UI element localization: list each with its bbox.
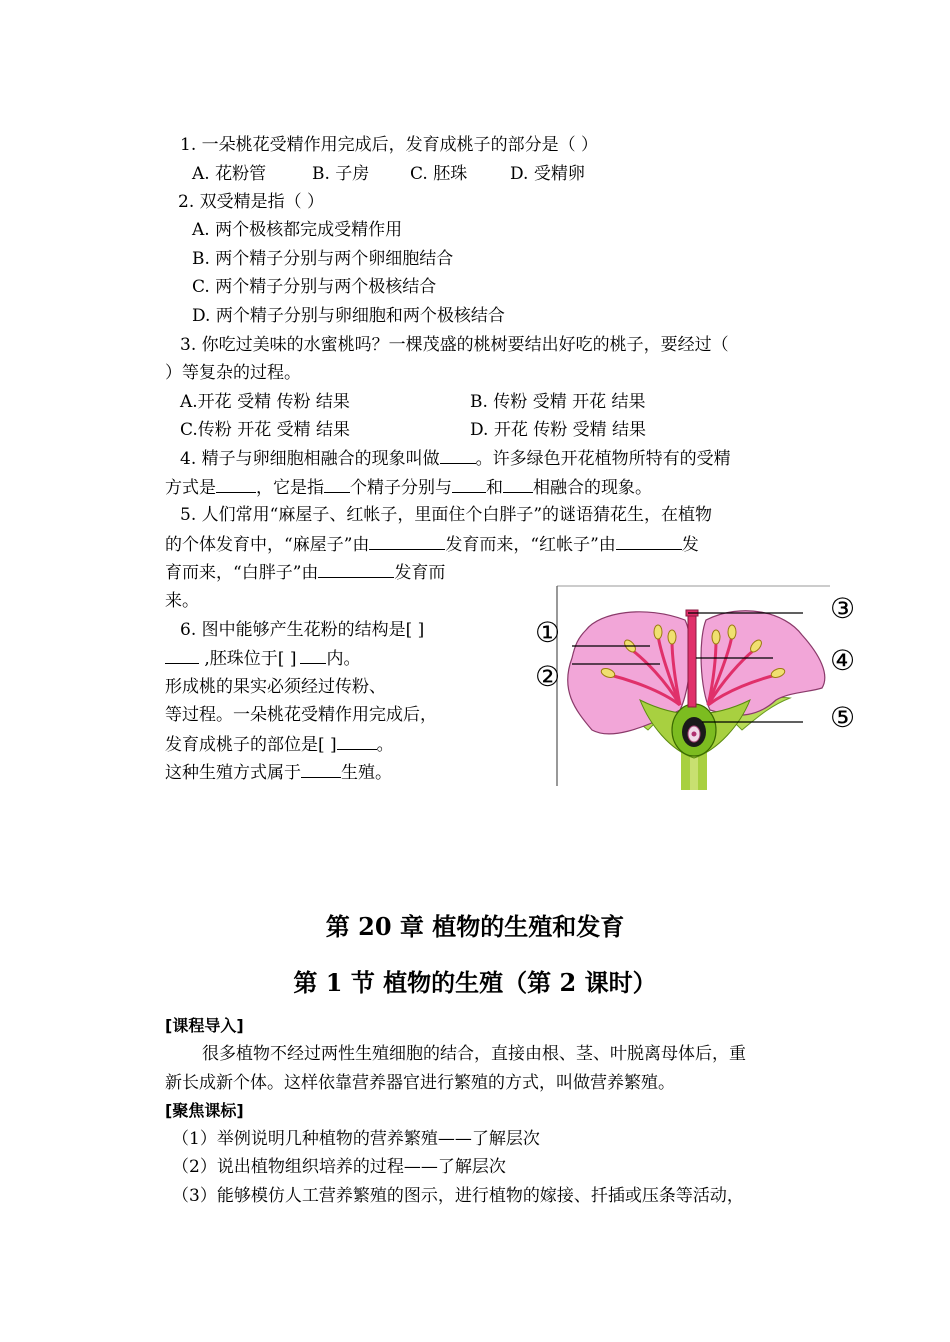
intro-heading: [课程导入] [165,1016,244,1035]
q4-text-4: ，它是指 [256,478,324,498]
q5-line4: 来。 [165,591,199,611]
q5-blank-2[interactable] [616,533,682,550]
figure-label-2: ② [535,660,561,693]
q5-blank-3[interactable] [318,561,394,578]
q2-stem: 2. 双受精是指（ ） [178,192,325,212]
q4-line2 [165,476,652,499]
q3-option-d: D. 开花 传粉 受精 结果 [470,420,647,440]
q4-blank-1[interactable] [440,447,476,464]
figure-label-1: ① [535,616,561,649]
q4-text-3: 方式是 [165,478,216,498]
q6-line4: 等过程。一朵桃花受精作用完成后， [165,705,437,725]
q3-stem-line1: 3. 你吃过美味的水蜜桃吗？一棵茂盛的桃树要结出好吃的桃子，要经过（ [180,335,729,355]
q5-line3 [165,561,445,584]
q2-option-d: D. 两个精子分别与卵细胞和两个极核结合 [192,306,505,326]
q3-option-b: B. 传粉 受精 开花 结果 [470,392,646,412]
focus-item-2: （2）说出植物组织培养的过程——了解层次 [172,1157,506,1177]
q5-text-5: 育而来，“白胖子”由 [165,563,319,583]
q6-line1: 6. 图中能够产生花粉的结构是[ ] [180,620,425,640]
q5-line1: 5. 人们常用“麻屋子、红帐子，里面住个白胖子”的谜语猜花生，在植物 [180,505,713,525]
q5-text-2: 的个体发育中，“麻屋子”由 [165,535,370,555]
q5-blank-1[interactable] [369,533,445,550]
intro-line1: 很多植物不经过两性生殖细胞的结合，直接由根、茎、叶脱离母体后，重 [202,1044,746,1064]
q1-stem: 1. 一朵桃花受精作用完成后，发育成桃子的部分是（ ） [180,135,599,155]
q3-option-c: C.传粉 开花 受精 结果 [180,420,351,440]
q6-blank-1[interactable] [165,647,199,664]
q2-option-c: C. 两个精子分别与两个极核结合 [192,277,437,297]
chapter-title: 第 20 章 植物的生殖和发育 [325,912,625,941]
q1-option-b: B. 子房 [312,164,370,184]
q4-blank-2[interactable] [216,476,256,493]
q6-text-6b: 生殖。 [341,763,392,783]
q1-option-c: C. 胚珠 [410,164,468,184]
q4-line1 [180,447,731,470]
q6-line5 [165,733,394,756]
section-title: 第 1 节 植物的生殖（第 2 课时） [293,968,657,997]
q5-text-6: 发育而 [394,563,446,583]
q6-line6 [165,761,392,784]
q4-blank-5[interactable] [503,476,533,493]
q6-text-2a: ,胚珠位于[ ] [199,649,297,669]
q6-text-2b: 内。 [326,649,361,669]
q3-option-a: A.开花 受精 传粉 结果 [180,392,350,412]
flower-diagram [520,580,880,795]
q3-stem-line2: ）等复杂的过程。 [165,363,301,383]
q6-line3: 形成桃的果实必须经过传粉、 [165,677,386,697]
q4-blank-3[interactable] [324,476,350,493]
q6-blank-4[interactable] [301,761,341,778]
q4-blank-4[interactable] [452,476,486,493]
intro-line2: 新长成新个体。这样依靠营养器官进行繁殖的方式，叫做营养繁殖。 [165,1073,675,1093]
focus-item-3: （3）能够模仿人工营养繁殖的图示，进行植物的嫁接、扦插或压条等活动， [172,1186,744,1206]
q6-blank-3[interactable] [337,733,377,750]
q4-text-6: 和 [486,478,503,498]
q4-text-7: 相融合的现象。 [533,478,652,498]
q4-text-5: 个精子分别与 [350,478,452,498]
q2-option-a: A. 两个极核都完成受精作用 [192,220,403,240]
q2-option-b: B. 两个精子分别与两个卵细胞结合 [192,249,454,269]
q6-blank-2[interactable] [300,647,326,664]
figure-label-3: ③ [830,592,856,625]
q4-text-2: 。许多绿色开花植物所特有的受精 [475,449,731,469]
q5-text-3: 发育而来，“红帐子”由 [445,535,616,555]
q6-text-6a: 这种生殖方式属于 [165,763,301,783]
q6-text-5b: 。 [376,735,394,755]
q1-option-a: A. 花粉管 [192,164,267,184]
q1-option-d: D. 受精卵 [510,164,585,184]
q5-text-4: 发 [681,535,699,555]
focus-item-1: （1）举例说明几种植物的营养繁殖——了解层次 [172,1129,540,1149]
q6-line2 [165,647,360,670]
q6-text-5a: 发育成桃子的部位是[ ] [165,735,337,755]
q4-text-1: 4. 精子与卵细胞相融合的现象叫做 [180,449,440,469]
figure-label-4: ④ [830,644,856,677]
focus-heading: [聚焦课标] [165,1101,244,1120]
figure-label-5: ⑤ [830,701,856,734]
q5-line2 [165,533,699,556]
